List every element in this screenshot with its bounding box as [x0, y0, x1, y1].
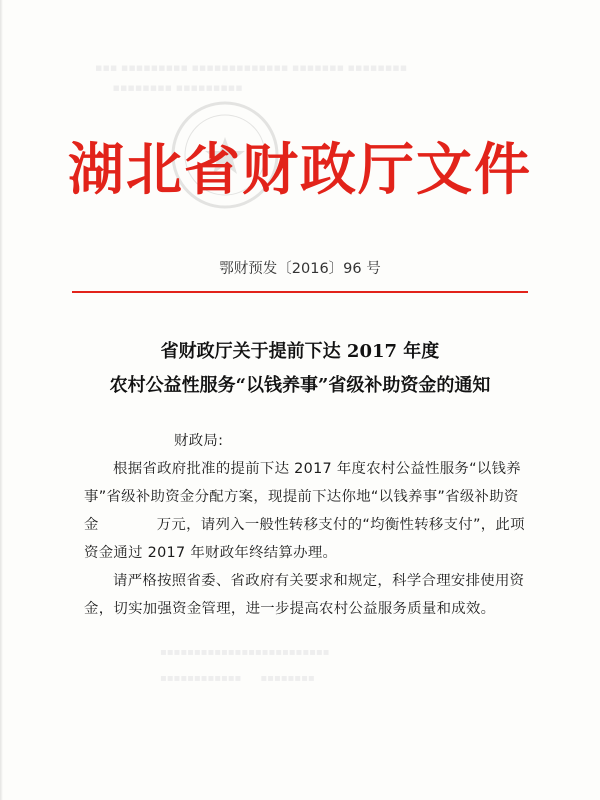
notice-title [0, 335, 600, 403]
document-number: 鄂财预发〔2016〕96 号 [219, 261, 381, 277]
notice-body [84, 427, 530, 623]
notice-title-line-1: 省财政厅关于提前下达 2017 年度 [160, 341, 440, 362]
bleed-through-text: ▪▪▪ ▪▪▪▪▪▪▪▪▪ ▪▪▪▪▪▪▪▪▪▪▪▪▪ ▪▪▪▪▪▪▪ ▪▪▪▪▪▪▪▪ ▪▪▪▪▪▪▪▪ ▪▪▪▪▪▪▪▪▪ [95, 61, 408, 94]
paragraph-allocation-part-2: 万元，请列入一般性转移支付的“均衡性转移支付”，此项资金通过 2017 年财政年终结算办理。 [84, 517, 525, 561]
paragraph-requirements: 请严格按照省委、省政府有关要求和规定，科学合理安排使用资金，切实加强资金管理，进一步提高农村公益服务质量和成效。 [84, 573, 525, 617]
bleed-through-lower: ▪▪▪▪▪▪▪▪▪▪▪▪▪▪▪▪▪▪▪▪▪▪▪▪▪ ▪▪▪▪▪▪▪▪▪▪▪▪ ▪▪▪▪▪▪▪▪ [160, 647, 330, 684]
addressee: 财政局: [174, 433, 224, 449]
document-header-title: 湖北省财政厅文件 [68, 137, 532, 203]
red-separator-line [72, 291, 528, 293]
paragraph-allocation-part-1: 根据省政府批准的提前下达 2017 年度农村公益性服务“以钱养事”省级补助资金分配方案，现提前下达你地“以钱养事”省级补助资金 [84, 461, 521, 533]
notice-title-line-2: 农村公益性服务“以钱养事”省级补助资金的通知 [109, 375, 491, 396]
paragraph-allocation [84, 455, 530, 567]
